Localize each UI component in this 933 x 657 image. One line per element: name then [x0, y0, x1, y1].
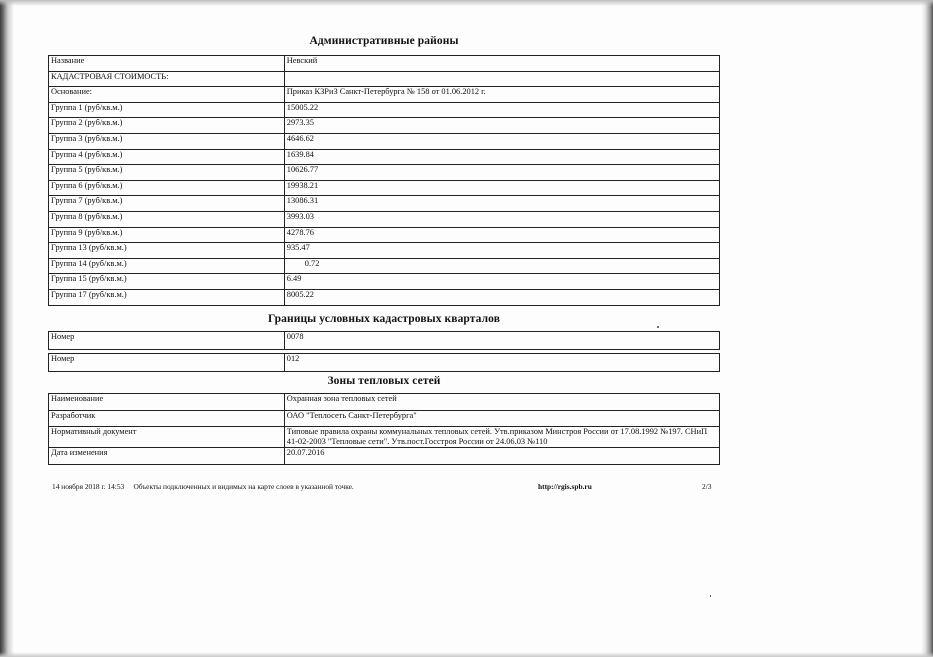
table-row: [49, 243, 720, 259]
table-row: [49, 71, 720, 87]
section-title-heat-zones: Зоны тепловых сетей: [327, 375, 441, 387]
row-label: Номер: [49, 354, 285, 372]
row-label: Название: [49, 56, 285, 72]
footer-timestamp-note: 14 ноября 2018 г. 14:53 Объекты подключенных и видимых на карте слоев в указанной точке.: [52, 482, 354, 491]
table-row: [49, 289, 720, 305]
row-value: 15005.22: [284, 102, 719, 118]
row-value: 1639.84: [284, 149, 719, 165]
table-row: [49, 165, 720, 181]
row-value: 935.47: [284, 243, 719, 259]
footer-page-number: 2/3: [702, 482, 712, 491]
table-row: [49, 258, 720, 274]
row-label: КАДАСТРОВАЯ СТОИМОСТЬ:: [49, 71, 285, 87]
heat-zones-table: [48, 393, 720, 465]
row-label: Группа 13 (руб/кв.м.): [49, 243, 285, 259]
row-label: Группа 5 (руб/кв.м.): [49, 165, 285, 181]
table-row: [49, 211, 720, 227]
row-value: [284, 71, 719, 87]
table-row: [49, 102, 720, 118]
row-label: Группа 2 (руб/кв.м.): [49, 118, 285, 134]
table-row: [49, 448, 720, 465]
row-value: 2973.35: [284, 118, 719, 134]
table-row: [49, 354, 720, 372]
row-label: Группа 14 (руб/кв.м.): [49, 258, 285, 274]
scan-speck: [657, 326, 659, 328]
row-value: Типовые правила охраны коммунальных тепловых сетей. Утв.приказом Минстроя России от 17.08.1992 №197. СНиП 41-02-2003 "Тепловые сети". Утв.пост.Госстроя России от 24.06.03 №110: [284, 427, 719, 448]
row-value: Охранная зона тепловых сетей: [284, 394, 719, 411]
table-row: [49, 87, 720, 103]
scan-edge-top: [0, 0, 933, 6]
table-row: [49, 394, 720, 411]
row-label: Наименование: [49, 394, 285, 411]
row-value: 0078: [284, 332, 719, 350]
scan-edge-bottom: [0, 652, 933, 657]
footer-url: http://rgis.spb.ru: [538, 482, 592, 491]
row-value: 0.72: [284, 258, 719, 274]
row-label: Нормативный документ: [49, 427, 285, 448]
row-value: Приказ КЗРиЗ Санкт-Петербурга № 158 от 01.06.2012 г.: [284, 87, 719, 103]
districts-table: [48, 55, 720, 306]
row-label: Группа 4 (руб/кв.м.): [49, 149, 285, 165]
row-value: 3993.03: [284, 211, 719, 227]
scan-edge-left: [0, 0, 14, 657]
section-title-cadastral-blocks: Границы условных кадастровых кварталов: [267, 313, 501, 325]
row-label: Дата изменения: [49, 448, 285, 465]
section-title-districts: Административные районы: [309, 35, 459, 47]
scan-speck: [710, 595, 711, 597]
row-value: 19938.21: [284, 180, 719, 196]
table-row: [49, 332, 720, 350]
table-row: [49, 56, 720, 72]
table-row: [49, 427, 720, 448]
table-row: [49, 410, 720, 427]
district-name-value: Невский: [284, 56, 719, 72]
row-value: 4646.62: [284, 133, 719, 149]
row-label: Группа 15 (руб/кв.м.): [49, 274, 285, 290]
row-value: 6.49: [284, 274, 719, 290]
row-label: Разработчик: [49, 410, 285, 427]
row-label: Группа 9 (руб/кв.м.): [49, 227, 285, 243]
row-value: 20.07.2016: [284, 448, 719, 465]
row-label: Группа 6 (руб/кв.м.): [49, 180, 285, 196]
row-label: Группа 7 (руб/кв.м.): [49, 196, 285, 212]
table-row: [49, 133, 720, 149]
row-value: 10626.77: [284, 165, 719, 181]
row-label: Группа 17 (руб/кв.м.): [49, 289, 285, 305]
row-label: Группа 3 (руб/кв.м.): [49, 133, 285, 149]
table-row: [49, 227, 720, 243]
row-value: 8005.22: [284, 289, 719, 305]
cadastral-blocks-table: [48, 331, 720, 372]
table-row: [49, 274, 720, 290]
table-row: [49, 196, 720, 212]
row-label: Основание:: [49, 87, 285, 103]
table-row: [49, 118, 720, 134]
table-row: [49, 149, 720, 165]
row-label: Группа 1 (руб/кв.м.): [49, 102, 285, 118]
row-value: 13086.31: [284, 196, 719, 212]
row-label: Группа 8 (руб/кв.м.): [49, 211, 285, 227]
row-value: 4278.76: [284, 227, 719, 243]
scan-edge-right: [921, 0, 933, 657]
table-row: [49, 180, 720, 196]
row-value: 012: [284, 354, 719, 372]
row-value: ОАО "Теплосеть Санкт-Петербурга": [284, 410, 719, 427]
row-label: Номер: [49, 332, 285, 350]
